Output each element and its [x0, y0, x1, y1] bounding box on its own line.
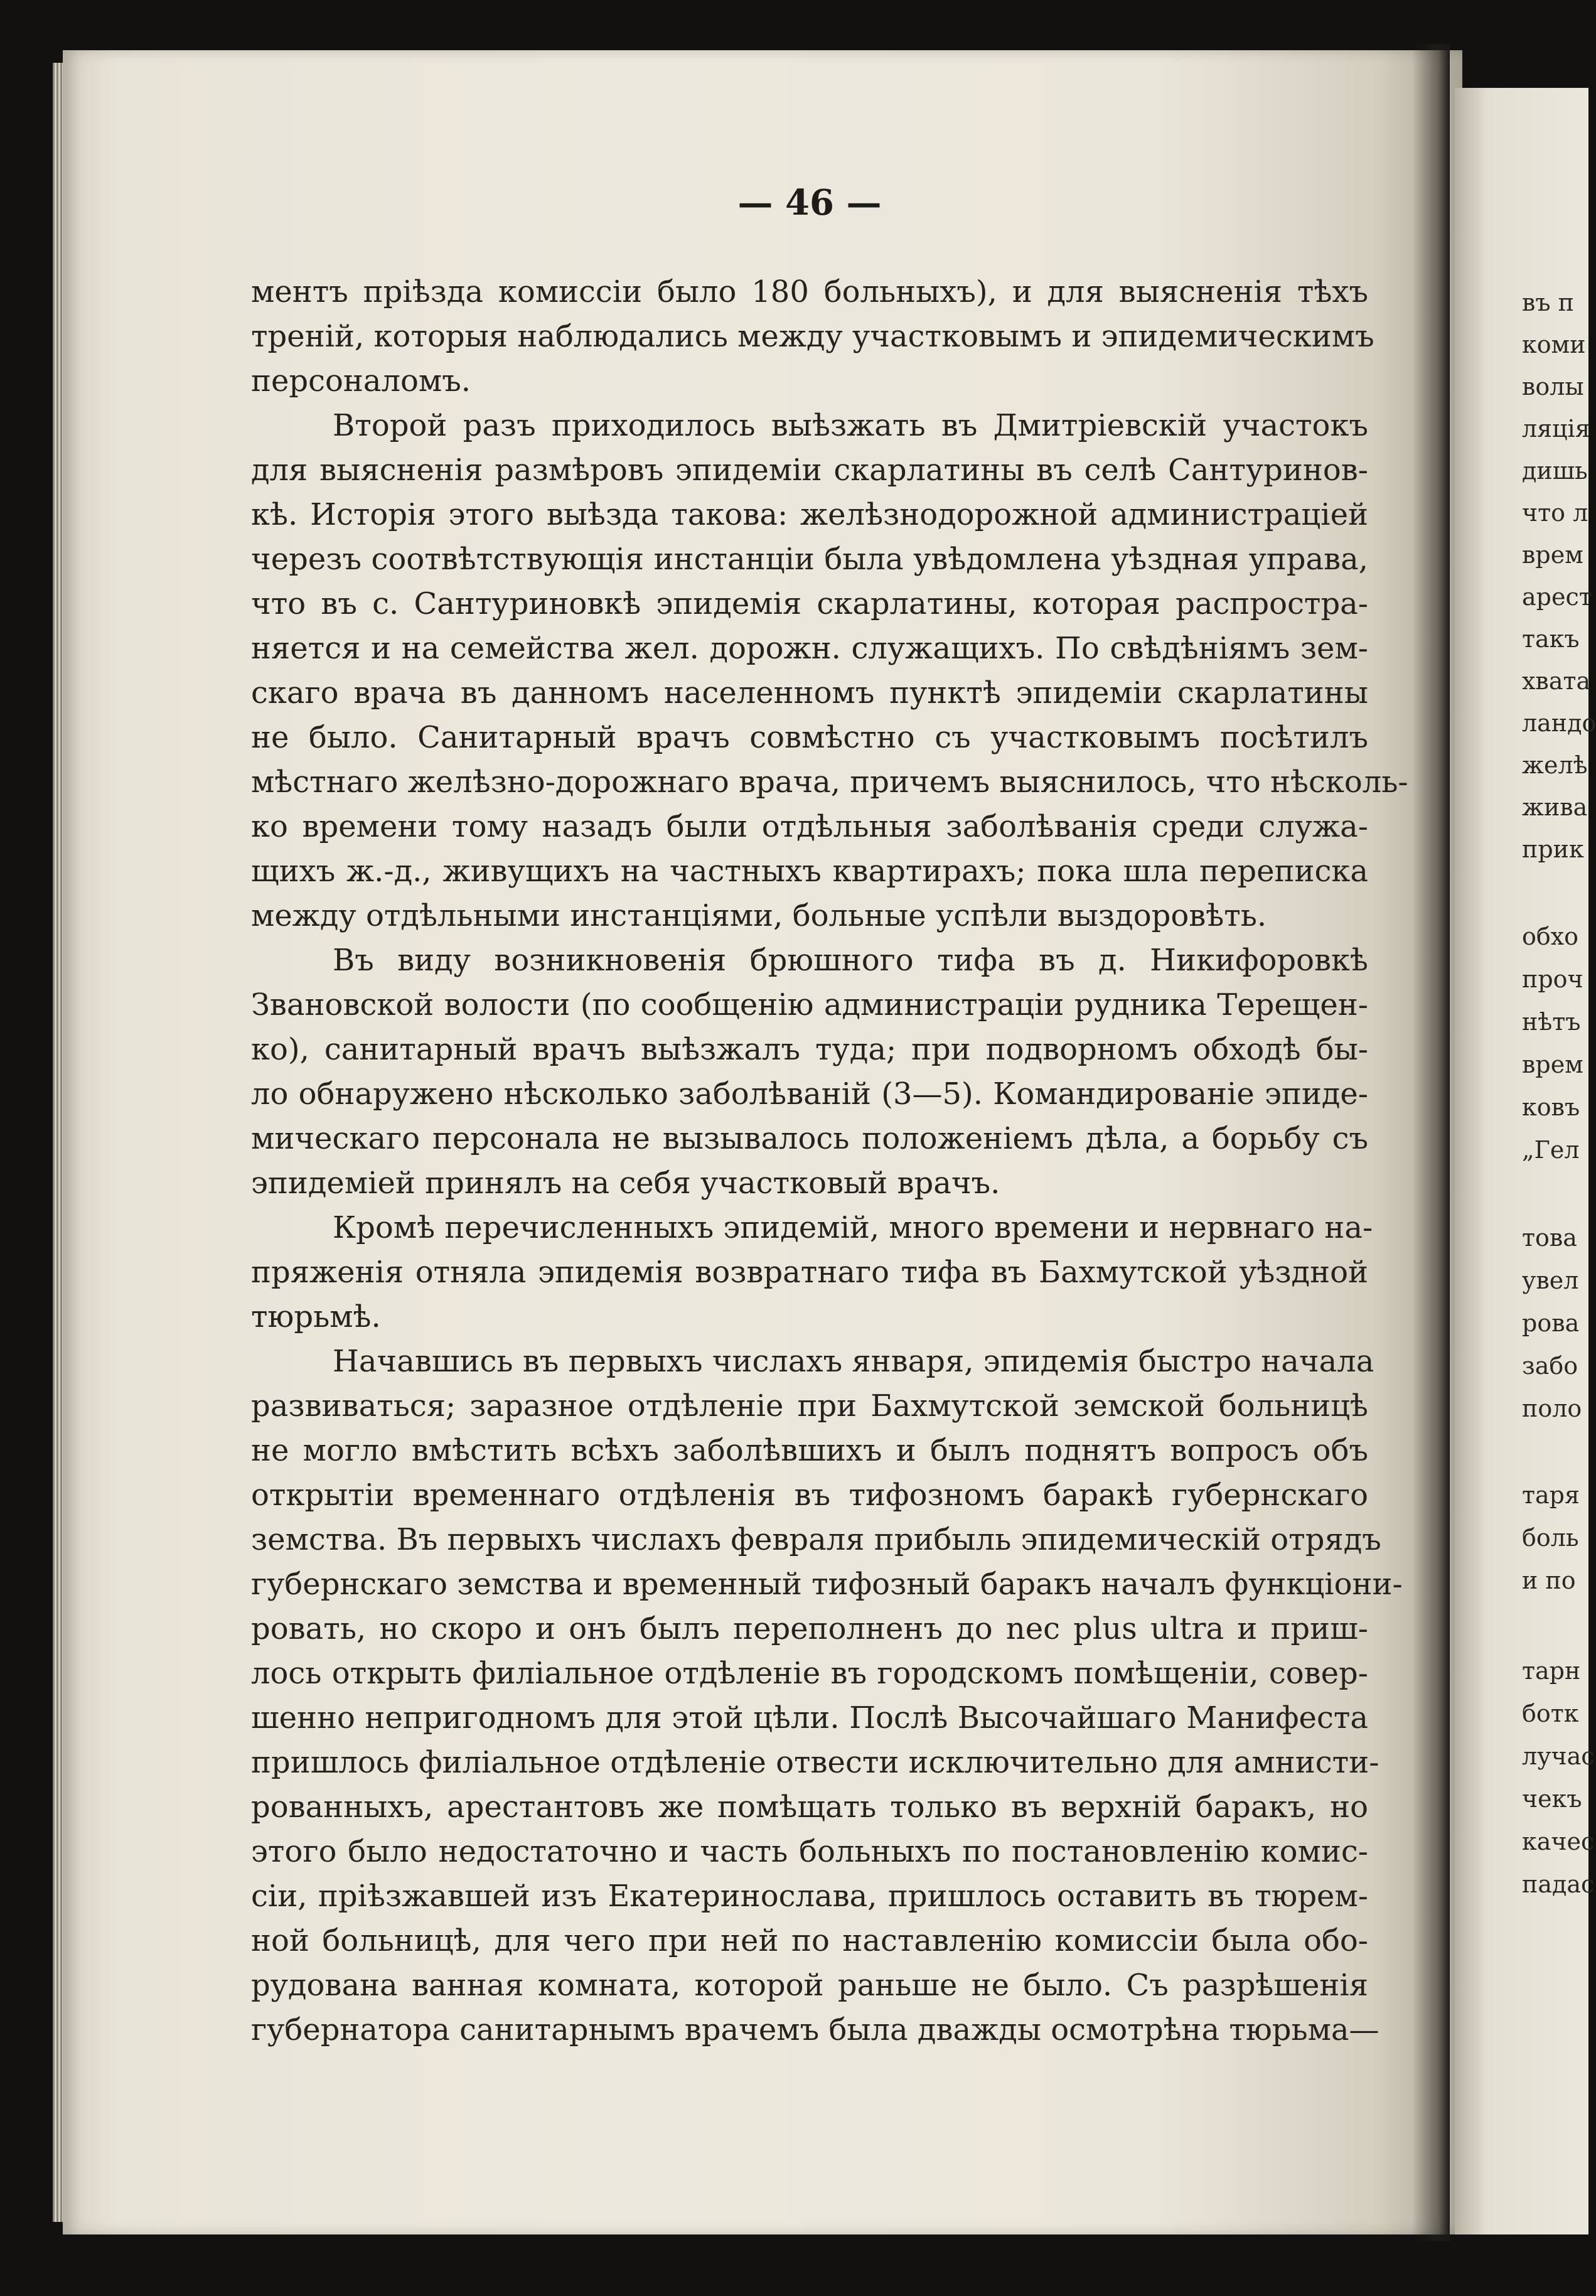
- next-page-fragment: забо: [1522, 1352, 1578, 1380]
- next-page-fragment: нѣтъ: [1522, 1008, 1581, 1036]
- text-line: Начавшись въ первыхъ числахъ января, эпидемія быстро начала: [333, 1344, 1374, 1379]
- next-page-fragment: проч: [1522, 965, 1583, 993]
- text-line: лось открыть филіальное отдѣленіе въ городскомъ помѣщеніи, совер-: [251, 1656, 1368, 1691]
- next-page-text-fragments: [1522, 289, 1596, 1921]
- next-page-fragment: падас: [1522, 1870, 1595, 1898]
- text-line: пряженія отняла эпидемія возвратнаго тифа въ Бахмутской уѣздной: [251, 1255, 1368, 1290]
- next-page-fragment: „Гел: [1522, 1136, 1580, 1164]
- text-line: мическаго персонала не вызывалось положеніемъ дѣла, а борьбу съ: [251, 1121, 1368, 1156]
- text-line: ко времени тому назадъ были отдѣльныя заболѣванія среди служа-: [251, 809, 1368, 844]
- text-line: не было. Санитарный врачъ совмѣстно съ участковымъ посѣтилъ: [251, 720, 1368, 755]
- text-line: ной больницѣ, для чего при ней по наставленію комиссіи была обо-: [251, 1923, 1368, 1958]
- next-page-fragment: ботк: [1522, 1700, 1579, 1727]
- page-body-text: [251, 270, 1408, 2052]
- text-line: скаго врача въ данномъ населенномъ пунктѣ эпидеміи скарлатины: [251, 675, 1368, 711]
- text-line: треній, которыя наблюдались между участковымъ и эпидемическимъ: [251, 319, 1374, 354]
- text-line: для выясненія размѣровъ эпидеміи скарлатины въ селѣ Сантуринов-: [251, 453, 1368, 488]
- text-line: ментъ пріѣзда комиссіи было 180 больныхъ), и для выясненія тѣхъ: [251, 274, 1368, 309]
- next-page-fragment: таря: [1522, 1481, 1580, 1509]
- next-page-fragment: врем: [1522, 1051, 1583, 1078]
- next-page-fragment: ковъ: [1522, 1093, 1580, 1121]
- next-page-fragment: това: [1522, 1224, 1577, 1252]
- next-page-fragment: жива: [1522, 793, 1588, 821]
- next-page-fragment: обхо: [1522, 923, 1579, 950]
- next-page-fragment: такъ: [1522, 625, 1580, 653]
- text-line: няется и на семейства жел. дорожн. служащихъ. По свѣдѣніямъ зем-: [251, 631, 1368, 666]
- text-line: Звановской волости (по сообщенію администраціи рудника Терещен-: [251, 987, 1368, 1022]
- text-line: губернатора санитарнымъ врачемъ была дважды осмотрѣна тюрьма—: [251, 2012, 1379, 2047]
- next-page-fragment: увел: [1522, 1267, 1579, 1294]
- text-line: пришлось филіальное отдѣленіе отвести исключительно для амнисти-: [251, 1745, 1379, 1780]
- next-page-fragment: хвата: [1522, 667, 1591, 695]
- next-page-fragment: лучас: [1522, 1742, 1595, 1770]
- text-line: земства. Въ первыхъ числахъ февраля прибыль эпидемическій отрядъ: [251, 1522, 1381, 1557]
- next-page-fragment: волы: [1522, 373, 1584, 400]
- next-page-fragment: арест: [1522, 583, 1592, 611]
- text-line: Второй разъ приходилось выѣзжать въ Дмитріевскій участокъ: [333, 408, 1368, 443]
- next-page-fragment: рова: [1522, 1309, 1580, 1337]
- text-line: рудована ванная комната, которой раньше не было. Съ разрѣшенія: [251, 1968, 1368, 2003]
- text-line: не могло вмѣстить всѣхъ заболѣвшихъ и былъ поднятъ вопросъ объ: [251, 1433, 1368, 1468]
- next-page-fragment: коми: [1522, 331, 1586, 358]
- next-page-fragment: качес: [1522, 1828, 1595, 1855]
- next-page-fragment: дишь: [1522, 457, 1588, 485]
- next-page-fragment: боль: [1522, 1524, 1579, 1552]
- text-line: развиваться; заразное отдѣленіе при Бахмутской земской больницѣ: [251, 1388, 1368, 1424]
- next-page-fragment: что л: [1522, 499, 1588, 527]
- text-line: ровать, но скоро и онъ былъ переполненъ до nec plus ultra и приш-: [251, 1611, 1368, 1646]
- text-line: тюрьмѣ.: [251, 1299, 381, 1334]
- text-line: открытіи временнаго отдѣленія въ тифозномъ баракѣ губернскаго: [251, 1478, 1368, 1513]
- book-gutter: [1412, 44, 1450, 2241]
- text-line: мѣстнаго желѣзно-дорожнаго врача, причемъ выяснилось, что нѣсколь-: [251, 764, 1408, 800]
- text-line: Въ виду возникновенія брюшного тифа въ д. Никифоровкѣ: [333, 943, 1368, 978]
- text-line: ко), санитарный врачъ выѣзжалъ туда; при подворномъ обходѣ бы-: [251, 1032, 1368, 1067]
- text-line: губернскаго земства и временный тифозный баракъ началъ функціони-: [251, 1567, 1403, 1602]
- text-line: персоналомъ.: [251, 363, 471, 399]
- text-line: кѣ. Исторія этого выѣзда такова: желѣзнодорожной администраціей: [251, 497, 1368, 532]
- text-line: Кромѣ перечисленныхъ эпидемій, много времени и нервнаго на-: [333, 1210, 1373, 1245]
- next-page-fragment: и по: [1522, 1567, 1576, 1594]
- text-line: ло обнаружено нѣсколько заболѣваній (3—5). Командированіе эпиде-: [251, 1076, 1368, 1112]
- next-page-fragment: чекъ: [1522, 1785, 1582, 1813]
- text-line: рованныхъ, арестантовъ же помѣщать только въ верхній баракъ, но: [251, 1789, 1368, 1825]
- text-line: черезъ соотвѣтствующія инстанціи была увѣдомлена уѣздная управа,: [251, 542, 1368, 577]
- next-page-fragment: прик: [1522, 835, 1584, 863]
- next-page-fragment: ляція: [1522, 415, 1590, 443]
- text-line: сіи, пріѣзжавшей изъ Екатеринослава, пришлось оставить въ тюрем-: [251, 1879, 1368, 1914]
- next-page-fragment: желѣ: [1522, 751, 1588, 779]
- text-line: между отдѣльными инстанціями, больные успѣли выздоровѣть.: [251, 898, 1267, 933]
- text-line: этого было недостаточно и часть больныхъ по постановленію комис-: [251, 1834, 1368, 1869]
- next-page-fragment: врем: [1522, 541, 1583, 569]
- next-page-fragment: ландо: [1522, 709, 1596, 737]
- next-page-fragment: тарн: [1522, 1657, 1581, 1685]
- text-line: что въ с. Сантуриновкѣ эпидемія скарлатины, которая распростра-: [251, 586, 1368, 621]
- next-page-fragment: въ п: [1522, 289, 1574, 316]
- text-line: щихъ ж.-д., живущихъ на частныхъ квартирахъ; пока шла переписка: [251, 854, 1368, 889]
- page-number: — 46 —: [737, 182, 882, 223]
- next-page-fragment: поло: [1522, 1395, 1582, 1422]
- text-line: шенно непригодномъ для этой цѣли. Послѣ Высочайшаго Манифеста: [251, 1700, 1368, 1735]
- text-line: эпидеміей принялъ на себя участковый врачъ.: [251, 1166, 1000, 1201]
